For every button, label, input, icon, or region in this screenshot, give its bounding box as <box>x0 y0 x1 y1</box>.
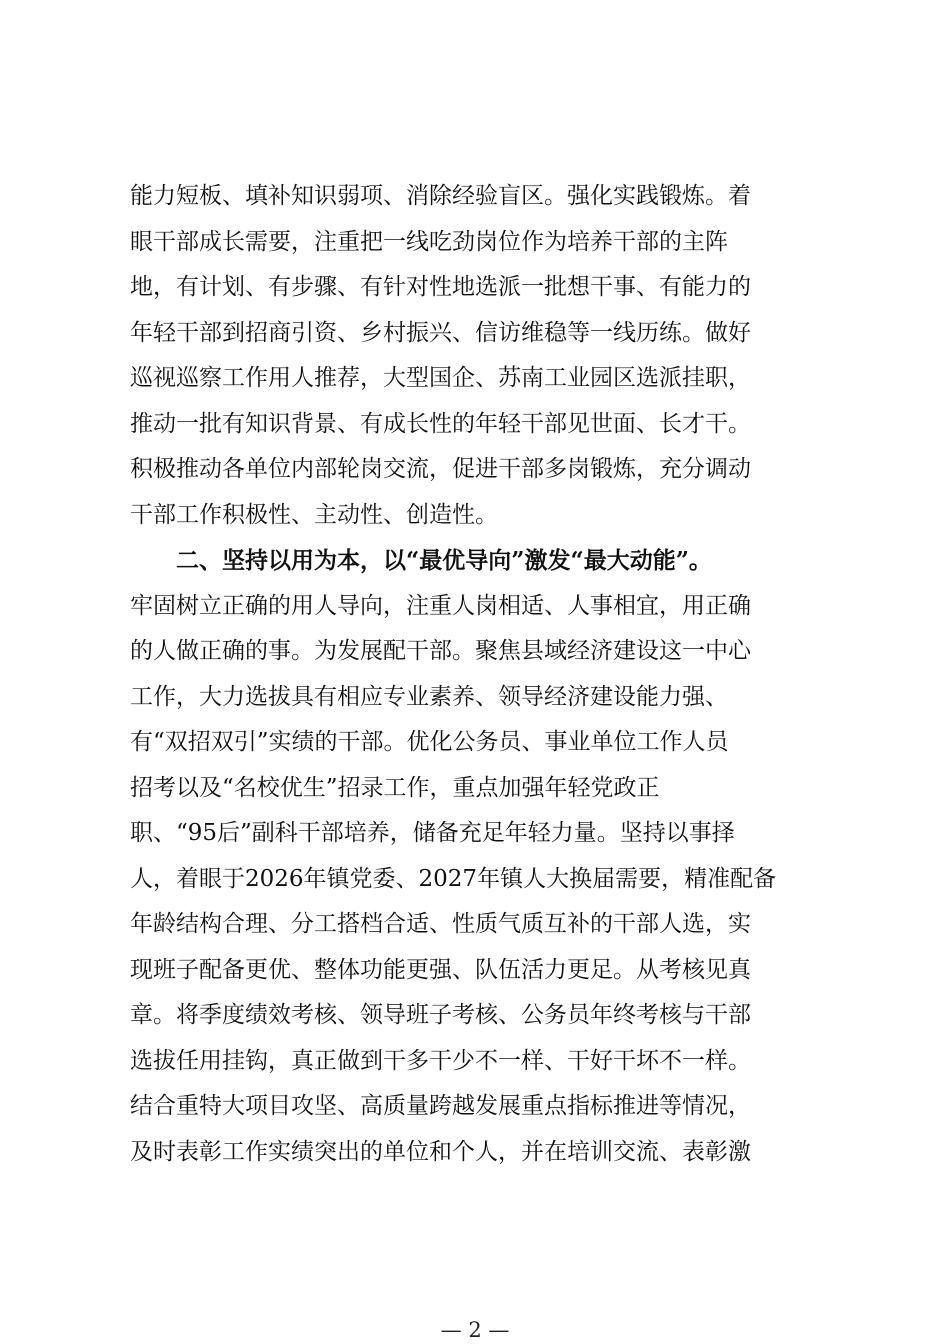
body-line: 年龄结构合理、分工搭档合适、性质气质互补的干部人选，实 <box>130 911 751 937</box>
body-line: 干部工作积极性、主动性、创造性。 <box>130 501 498 528</box>
body-line: 现班子配备更优、整体功能更强、队伍活力更足。从考核见真 <box>130 956 751 983</box>
body-line: 章。将季度绩效考核、领导班子考核、公务员年终考核与干部 <box>130 1002 751 1028</box>
document-body <box>130 174 820 1175</box>
body-line: 选拔任用挂钩，真正做到干多干少不一样、干好干坏不一样。 <box>130 1047 751 1074</box>
section-heading: 二、坚持以用为本，以“最优导向”激发“最大动能”。 <box>176 547 712 574</box>
body-line: 推动一批有知识背景、有成长性的年轻干部见世面、长才干。 <box>130 410 751 437</box>
body-line: 工作，大力选拔具有相应专业素养、领导经济建设能力强、 <box>130 683 728 710</box>
body-line: 人，着眼于2026年镇党委、2027年镇人大换届需要，精准配备 <box>130 865 777 892</box>
body-line: 结合重特大项目攻坚、高质量跨越发展重点指标推进等情况， <box>130 1093 751 1119</box>
body-line: 招考以及“名校优生”招录工作，重点加强年轻党政正 <box>130 774 660 801</box>
body-line: 能力短板、填补知识弱项、消除经验盲区。强化实践锻炼。着 <box>130 183 751 209</box>
body-line: 及时表彰工作实绩突出的单位和个人，并在培训交流、表彰激 <box>130 1138 751 1165</box>
body-line: 巡视巡察工作用人推荐，大型国企、苏南工业园区选派挂职， <box>130 365 751 391</box>
page-number: — 2 — <box>440 1318 510 1342</box>
body-line: 职、“95后”副科干部培养，储备充足年轻力量。坚持以事择 <box>130 820 735 846</box>
body-line: 地，有计划、有步骤、有针对性地选派一批想干事、有能力的 <box>130 274 751 300</box>
body-line: 的人做正确的事。为发展配干部。聚焦县域经济建设这一中心 <box>130 638 751 664</box>
body-line: 眼干部成长需要，注重把一线吃劲岗位作为培养干部的主阵 <box>130 228 728 255</box>
body-line: 年轻干部到招商引资、乡村振兴、信访维稳等一线历练。做好 <box>130 319 751 346</box>
body-line: 积极推动各单位内部轮岗交流，促进干部多岗锻炼，充分调动 <box>130 456 751 482</box>
body-line: 有“双招双引”实绩的干部。优化公务员、事业单位工作人员 <box>130 729 729 755</box>
body-line: 牢固树立正确的用人导向，注重人岗相适、人事相宜，用正确 <box>130 592 751 619</box>
